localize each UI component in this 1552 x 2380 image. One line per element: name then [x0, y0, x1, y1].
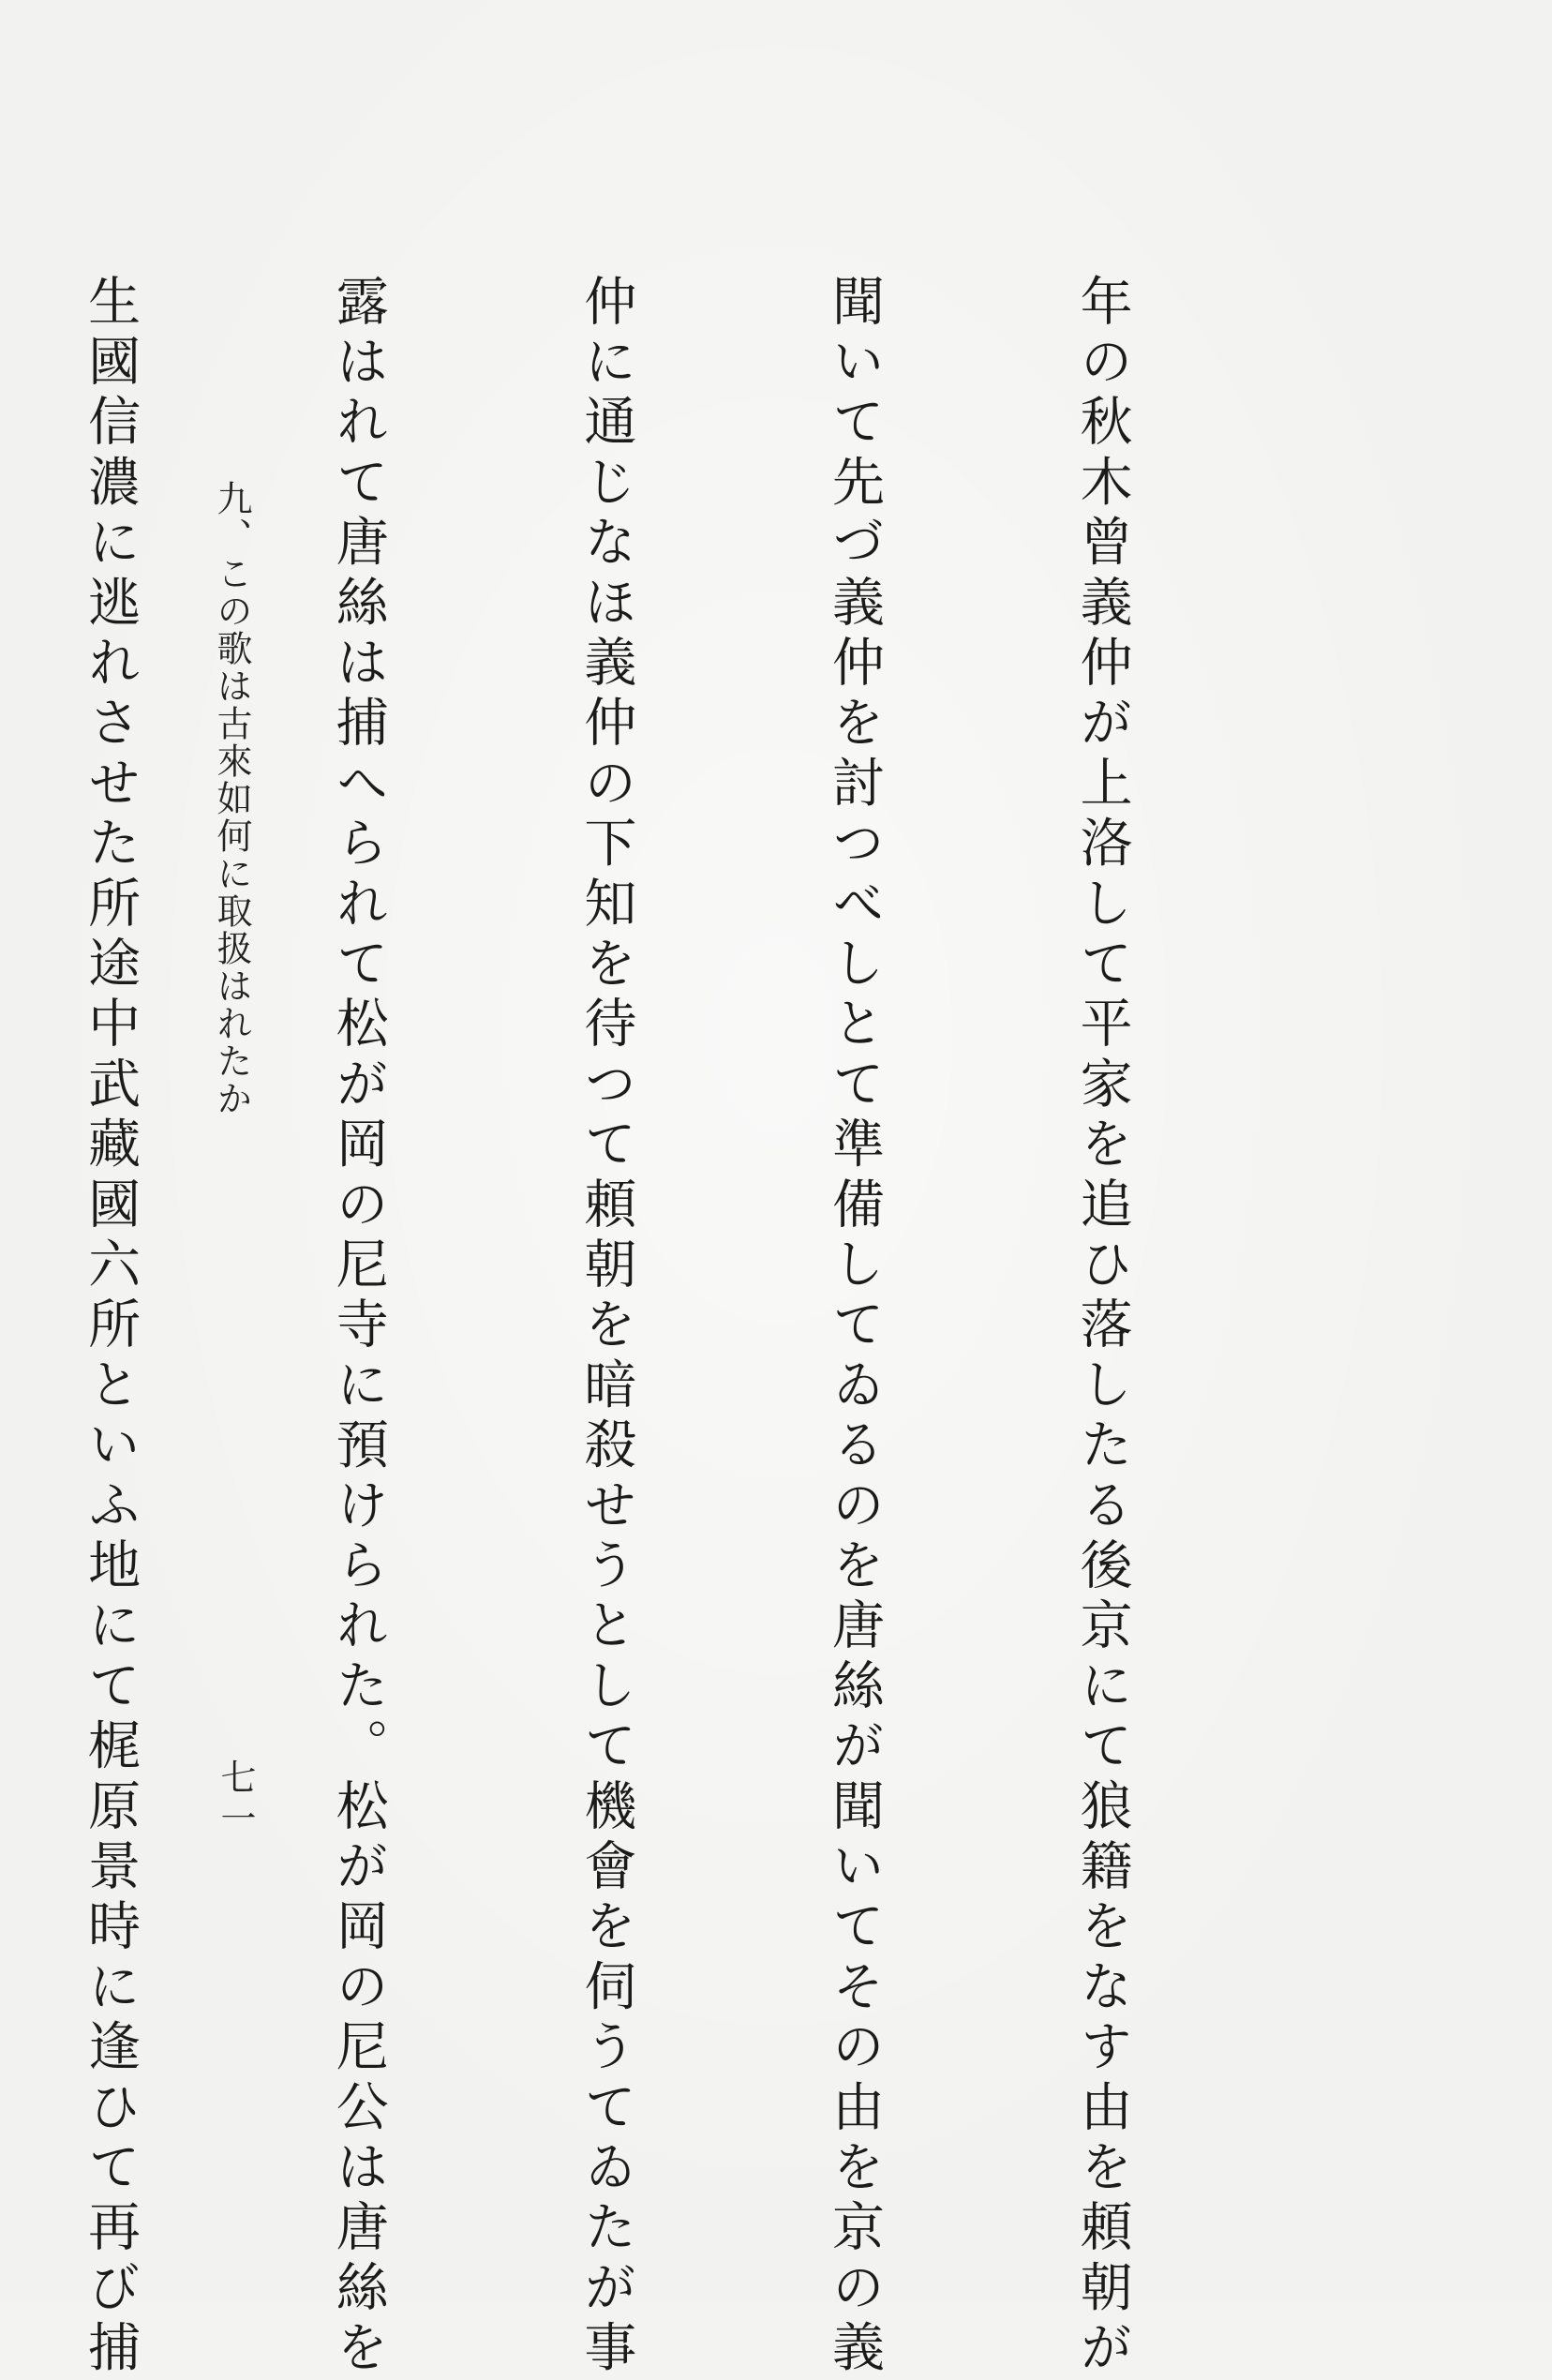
text-line: 生國信濃に逃れさせた所途中武藏國六所といふ地にて梶原景時に逢ひて再び捕 — [80, 274, 142, 2380]
text-line: 年の秋木曾義仲が上洛して平家を追ひ落したる後京にて狼籍をなす由を頼朝が — [1071, 274, 1133, 2380]
text-line: 仲に通じなほ義仲の下知を待つて頼朝を暗殺せうとして機會を伺うてゐたが事 — [575, 274, 637, 2380]
running-head: 九、この歌は古來如何に取扱はれたか — [211, 480, 252, 1117]
text-line: 露はれて唐絲は捕へられて松が岡の尼寺に預けられた。松が岡の尼公は唐絲を — [327, 274, 389, 2380]
text-line: 聞いて先づ義仲を討つべしとて準備してゐるのを唐絲が聞いてその由を京の義 — [823, 274, 885, 2380]
page-number: 七一 — [215, 1759, 256, 1841]
